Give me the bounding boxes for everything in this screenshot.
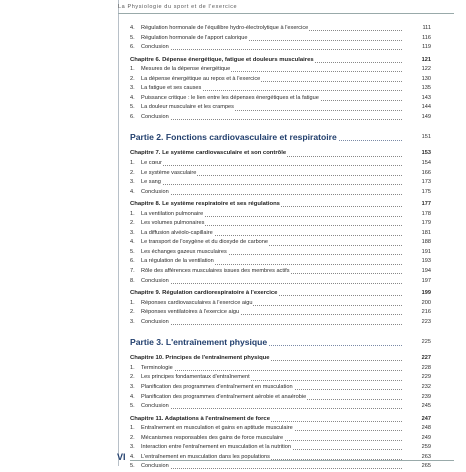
page-ref: 121	[421, 56, 431, 63]
entry-number: 5.	[130, 34, 135, 41]
entry-number: 6.	[130, 258, 135, 265]
entry-title: L'entraînement en musculation dans les populations	[141, 453, 271, 463]
toc-entry[interactable]	[130, 113, 431, 123]
toc-entry[interactable]	[130, 383, 431, 393]
entry-title: Régulation hormonale de l'apport calorique	[141, 34, 249, 44]
entry-number: 2.	[130, 374, 135, 381]
entry-title: Conclusion	[141, 462, 170, 472]
toc-chapter[interactable]	[130, 200, 431, 210]
page-ref: 179	[421, 220, 431, 227]
leader-dots	[141, 408, 402, 409]
entry-title: La douleur musculaire et les crampes	[141, 103, 235, 113]
toc-entry[interactable]	[130, 210, 431, 220]
page-ref: 122	[421, 66, 431, 73]
entry-title: La régulation de la ventilation	[141, 257, 215, 267]
page-ref: 175	[421, 188, 431, 195]
leader-dots	[141, 184, 402, 185]
page-ref: 248	[421, 425, 431, 432]
page-ref: 245	[421, 403, 431, 410]
toc-entry[interactable]	[130, 434, 431, 444]
entry-number: 3.	[130, 229, 135, 236]
toc-entry[interactable]	[130, 318, 431, 328]
toc-entry[interactable]	[130, 75, 431, 85]
entry-title: Réponses cardiovasculaires à l'exercice aigu	[141, 299, 253, 309]
entry-number: 4.	[130, 94, 135, 101]
running-head: La Physiologie du sport et de l'exercice	[118, 4, 238, 10]
margin-rule	[118, 0, 119, 466]
entry-number: 2.	[130, 309, 135, 316]
page-ref: 191	[421, 248, 431, 255]
entry-number: 3.	[130, 444, 135, 451]
page-ref: 153	[421, 150, 431, 157]
toc-entry[interactable]	[130, 267, 431, 277]
entry-number: 4.	[130, 25, 135, 31]
leader-dots	[141, 324, 402, 325]
toc-entry[interactable]	[130, 424, 431, 434]
chapter-title: Chapitre 11. Adaptations à l'entraînement de force	[130, 415, 271, 425]
entry-number: 3.	[130, 318, 135, 325]
entry-title: Le système vasculaire	[141, 169, 197, 179]
page-ref: 265	[421, 463, 431, 470]
entry-title: Le cœur	[141, 159, 163, 169]
entry-number: 1.	[130, 299, 135, 306]
entry-title: La fatigue et ses causes	[141, 84, 202, 94]
page-ref: 229	[421, 374, 431, 381]
footer-rule	[130, 460, 454, 461]
toc-entry[interactable]	[130, 462, 431, 472]
page-ref: 225	[421, 339, 431, 346]
entry-number: 3.	[130, 383, 135, 390]
entry-number: 4.	[130, 239, 135, 246]
toc-entry[interactable]	[130, 248, 431, 258]
entry-title: Planification des programmes d'entraînement aérobie et anaérobie	[141, 393, 307, 403]
page-ref: 197	[421, 277, 431, 284]
entry-number: 4.	[130, 188, 135, 195]
entry-title: Conclusion	[141, 402, 170, 412]
entry-number: 3.	[130, 85, 135, 92]
toc-entry[interactable]	[130, 219, 431, 229]
toc-part[interactable]	[130, 333, 431, 351]
toc-entry[interactable]	[130, 34, 431, 44]
page-ref: 263	[421, 453, 431, 460]
leader-dots	[141, 165, 402, 166]
page-ref: 227	[421, 355, 431, 362]
page-ref: 116	[422, 34, 431, 41]
page-ref: 119	[422, 44, 431, 51]
toc-entry[interactable]	[130, 238, 431, 248]
chapter-title: Chapitre 6. Dépense énergétique, fatigue et douleurs musculaires	[130, 56, 315, 66]
toc-entry[interactable]	[130, 308, 431, 318]
entry-title: La dépense énergétique au repos et à l'exercice	[141, 75, 261, 85]
entry-number: 1.	[130, 66, 135, 73]
page-ref: 130	[421, 75, 431, 82]
toc-chapter[interactable]	[130, 149, 431, 159]
page-ref: 151	[421, 134, 431, 141]
entry-title: Réponses ventilatoires à l'exercice aigu	[141, 308, 240, 318]
leader-dots	[141, 370, 402, 371]
chapter-title: Chapitre 9. Régulation cardiorespiratoire à l'exercice	[130, 289, 278, 299]
entry-title: La ventilation pulmonaire	[141, 210, 204, 220]
toc-chapter[interactable]	[130, 415, 431, 425]
entry-title: Mécanismes responsables des gains de force musculaire	[141, 434, 284, 444]
page-ref: 143	[421, 94, 431, 101]
page-ref: 200	[421, 299, 431, 306]
entry-number: 5.	[130, 104, 135, 111]
entry-number: 5.	[130, 403, 135, 410]
page-ref: 223	[421, 318, 431, 325]
page-ref: 149	[421, 113, 431, 120]
entry-title: Conclusion	[141, 318, 170, 328]
page-ref: 193	[421, 258, 431, 265]
toc-chapter[interactable]	[130, 354, 431, 364]
toc-entry[interactable]	[130, 402, 431, 412]
entry-title: Conclusion	[141, 43, 170, 53]
page-ref: 177	[421, 201, 431, 208]
toc-entry[interactable]	[130, 277, 431, 287]
page-ref: 259	[421, 444, 431, 451]
page-ref: 249	[421, 434, 431, 441]
part-title: Partie 3. L'entraînement physique	[130, 333, 269, 351]
page-ref: 181	[421, 229, 431, 236]
toc-part[interactable]	[130, 128, 431, 146]
entry-title: Mesures de la dépense énergétique	[141, 65, 231, 75]
page-ref: 216	[421, 309, 431, 316]
toc-entry[interactable]	[130, 373, 431, 383]
entry-title: Conclusion	[141, 113, 170, 123]
entry-title: Conclusion	[141, 277, 170, 287]
entry-number: 5.	[130, 248, 135, 255]
page-ref: 111	[422, 25, 431, 31]
toc-chapter[interactable]	[130, 56, 431, 66]
entry-number: 6.	[130, 113, 135, 120]
toc-entry[interactable]	[130, 393, 431, 403]
entry-title: Conclusion	[141, 188, 170, 198]
entry-number: 6.	[130, 44, 135, 51]
entry-number: 5.	[130, 463, 135, 470]
leader-dots	[141, 468, 402, 469]
toc-entry[interactable]	[130, 24, 431, 34]
toc-entry[interactable]	[130, 178, 431, 188]
entry-number: 1.	[130, 210, 135, 217]
entry-title: Puissance critique : le lien entre les dépenses énergétiques et la fatigue	[141, 94, 320, 104]
entry-number: 1.	[130, 160, 135, 167]
leader-dots	[141, 49, 402, 50]
entry-title: Les volumes pulmonaires	[141, 219, 205, 229]
header-rule	[118, 13, 454, 14]
page-number: VI	[117, 452, 126, 462]
entry-title: Les principes fondamentaux d'entraînement	[141, 373, 251, 383]
entry-number: 8.	[130, 277, 135, 284]
entry-number: 2.	[130, 220, 135, 227]
entry-number: 3.	[130, 179, 135, 186]
entry-number: 2.	[130, 169, 135, 176]
entry-number: 4.	[130, 453, 135, 460]
entry-number: 2.	[130, 434, 135, 441]
toc-entry[interactable]	[130, 299, 431, 309]
page-ref: 144	[421, 104, 431, 111]
entry-number: 1.	[130, 425, 135, 432]
page-ref: 135	[421, 85, 431, 92]
leader-dots	[141, 194, 402, 195]
page-ref: 178	[421, 210, 431, 217]
page-ref: 166	[421, 169, 431, 176]
page-ref: 188	[421, 239, 431, 246]
page-ref: 247	[421, 415, 431, 422]
entry-title: Rôle des afférences musculaires issues des membres actifs	[141, 267, 291, 277]
toc-entry[interactable]	[130, 229, 431, 239]
toc-entry[interactable]	[130, 188, 431, 198]
toc-entry[interactable]	[130, 443, 431, 453]
toc-entry[interactable]	[130, 169, 431, 179]
entry-title: Le sang	[141, 178, 162, 188]
table-of-contents	[130, 24, 431, 472]
entry-title: Les échanges gazeux musculaires	[141, 248, 228, 258]
toc-entry[interactable]	[130, 364, 431, 374]
entry-title: Le transport de l'oxygène et du dioxyde de carbone	[141, 238, 269, 248]
page-ref: 232	[421, 383, 431, 390]
page-ref: 194	[421, 268, 431, 275]
entry-title: Terminologie	[141, 364, 174, 374]
toc-entry[interactable]	[130, 94, 431, 104]
entry-title: Interaction entre l'entraînement en musculation et la nutrition	[141, 443, 292, 453]
entry-title: Planification des programmes d'entraînement en musculation	[141, 383, 294, 393]
page-ref: 228	[421, 364, 431, 371]
toc-entry[interactable]	[130, 159, 431, 169]
entry-number: 1.	[130, 364, 135, 371]
toc-entry[interactable]	[130, 257, 431, 267]
toc-chapter[interactable]	[130, 289, 431, 299]
toc-entry[interactable]	[130, 103, 431, 113]
toc-entry[interactable]	[130, 65, 431, 75]
page-ref: 173	[421, 179, 431, 186]
page-ref: 199	[421, 290, 431, 297]
chapter-title: Chapitre 7. Le système cardiovasculaire et son contrôle	[130, 149, 287, 159]
entry-title: Régulation hormonale de l'équilibre hydro-électrolytique à l'exercice	[141, 24, 309, 34]
chapter-title: Chapitre 8. Le système respiratoire et ses régulations	[130, 200, 281, 210]
entry-title: La diffusion alvéolo-capillaire	[141, 229, 214, 239]
chapter-title: Chapitre 10. Principes de l'entraînement physique	[130, 354, 271, 364]
toc-entry[interactable]	[130, 43, 431, 53]
entry-number: 2.	[130, 75, 135, 82]
toc-entry[interactable]	[130, 84, 431, 94]
entry-number: 4.	[130, 393, 135, 400]
page-ref: 239	[421, 393, 431, 400]
entry-number: 7.	[130, 268, 135, 275]
leader-dots	[141, 283, 402, 284]
leader-dots	[141, 119, 402, 120]
part-title: Partie 2. Fonctions cardiovasculaire et respiratoire	[130, 128, 339, 146]
page-ref: 154	[421, 160, 431, 167]
entry-title: Entraînement en musculation et gains en aptitude musculaire	[141, 424, 294, 434]
